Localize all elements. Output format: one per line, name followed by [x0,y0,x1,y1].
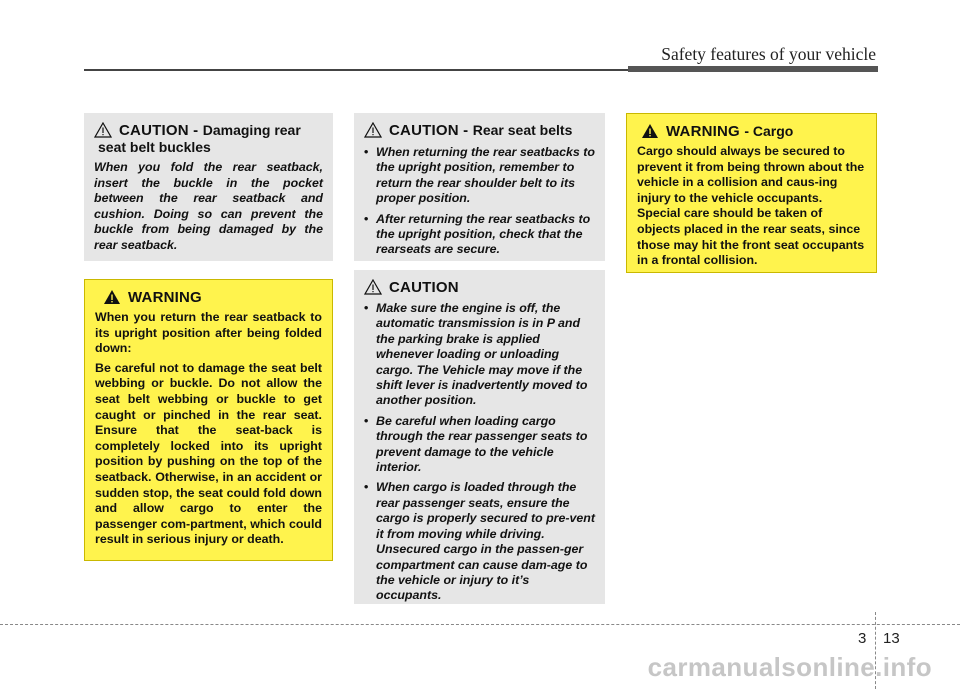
caution-box-cargo [354,270,605,604]
page-number: 13 [883,630,900,647]
caution-heading: CAUTION - [119,122,199,139]
list-item: • When cargo is loaded through the rear passenger seats, ensure the cargo is properly secured to pre-vent it from moving while driving. Unsecured cargo in the passen-ger compartment can cause dam-age to the vehicle or injury to it’s occupants. [364,480,595,603]
warning-box-cargo [626,113,877,273]
warning-icon [641,123,659,139]
caution-heading: CAUTION [389,279,459,296]
warning-subtitle: - Cargo [744,123,794,139]
warning-icon [103,289,121,305]
list-item: • When returning the rear seatbacks to the upright position, remember to return the rear shoulder belt to its proper position. [364,145,595,207]
watermark: carmanualsonline.info [647,652,932,682]
warning-box-seatback [84,279,333,561]
caution-box-rear-seat-belts [354,113,605,261]
warning-heading: WARNING [128,289,202,306]
caution-icon [94,122,112,138]
caution-subtitle-line2: seat belt buckles [98,139,211,155]
warning-heading: WARNING [666,123,740,140]
caution-subtitle: Rear seat belts [472,122,573,138]
warning-paragraph: Be careful not to damage the seat belt webbing or buckle. Do not allow the seat belt webbing or buckle to get caught or pinched in the rear seat. Ensure that the seat-back is completely locked into its upright position by pushing on the top of the seatback. Otherwise, in an accident or sudden stop, the seat could fold down and allow cargo to enter the passenger com-partment, which could result in serious injury or death. [95,360,322,547]
caution-subtitle: Damaging rear [202,122,301,138]
page-header-title: Safety features of your vehicle [661,44,876,64]
caution-icon [364,122,382,138]
list-item: • Make sure the engine is off, the automatic transmission is in P and the parking brake is applied whenever loading or unloading cargo. The Vehicle may move if the shift lever is inadvertently moved to another position. [364,301,595,409]
chapter-number: 3 [858,630,867,647]
list-item: • After returning the rear seatbacks to the upright position, check that the rearseats are secure. [364,212,595,258]
caution-body: When you fold the rear seatback, insert the buckle in the pocket between the rear seatback and cushion. Doing so can prevent the buckle from being damaged by the rear seatback. [94,160,323,252]
warning-paragraph: Cargo should always be secured to prevent it from being thrown about the vehicle in a collision and caus-ing injury to the vehicle occupants. Special care should be taken of objects placed in the rear seats, since those may hit the front seat occupants in a frontal collision. [637,144,865,268]
caution-box-seat-belt-buckles [84,113,333,261]
warning-paragraph: When you return the rear seatback to its upright position after being folded down: [95,310,322,356]
caution-icon [364,279,382,295]
header-divider-accent [628,66,878,72]
footer-divider [0,624,960,625]
caution-heading: CAUTION - [389,122,469,139]
list-item: • Be careful when loading cargo through the rear passenger seats to prevent damage to the vehicle interior. [364,414,595,476]
